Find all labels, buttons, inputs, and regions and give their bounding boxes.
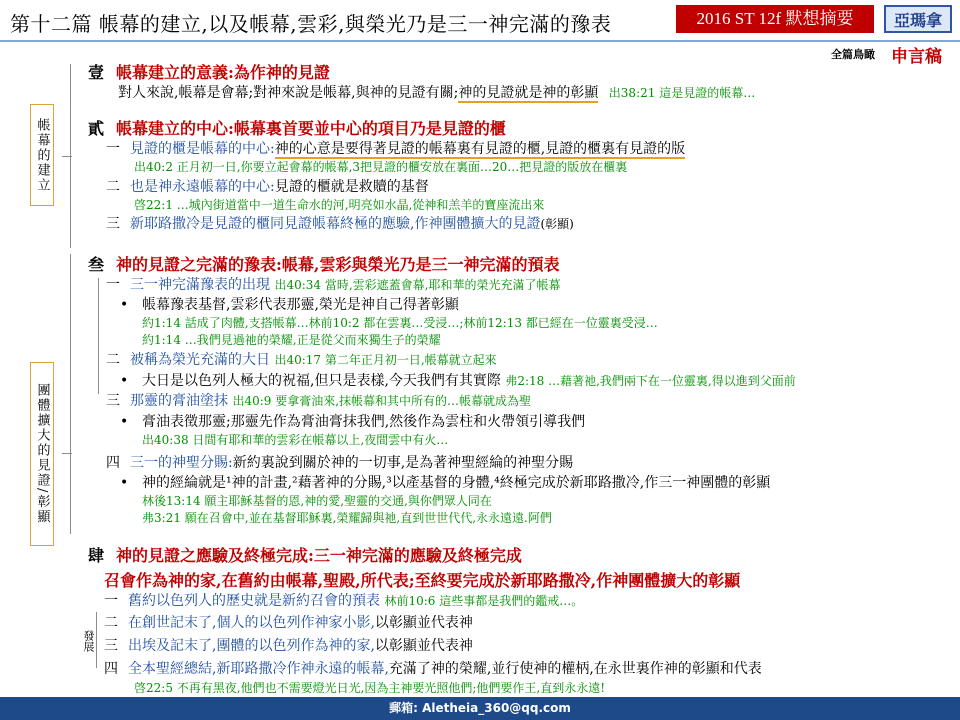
item-heading: 在創世記末了,個人的以色列作神家小影,	[128, 615, 375, 631]
item-text: 以彰顯並代表神	[374, 615, 473, 631]
bullet-text: 膏油表徵那靈;那靈先作為膏油膏抹我們,然後作為雲柱和火帶領引導我們	[142, 414, 586, 430]
bullet-text: 神的經綸就是¹神的計畫,²藉著神的分賜,³以產基督的身體,⁴終極完成於新耶路撒冷,作三一神團體的彰顯	[142, 475, 771, 491]
section-3-item-2-bullet	[120, 370, 796, 390]
section-3-item-3-bullet	[120, 411, 585, 431]
section-4-heading: 神的見證之應驗及終極完成:三一神完滿的應驗及終極完成	[116, 546, 522, 565]
section-3-item-3	[106, 390, 531, 410]
section-2-item-3	[106, 213, 574, 233]
item-heading: 見證的櫃是帳幕的中心:	[130, 141, 275, 157]
bullet-ref: 弗2:18 …藉著祂,我們兩下在一位靈裏,得以進到父面前	[505, 374, 796, 388]
section-3-item-1	[106, 274, 560, 294]
item-number: 一	[106, 277, 120, 293]
bracket-sub-4	[96, 612, 97, 668]
side-label-establishment: 帳幕的建立	[30, 104, 54, 206]
item-number: 二	[106, 352, 120, 368]
section-4-number: 肆	[88, 546, 105, 565]
item-ref: 林前10:6 這些事都是我們的鑑戒…。	[384, 594, 584, 608]
section-1-number: 壹	[88, 63, 105, 82]
item-heading: 被稱為榮光充滿的大日	[130, 352, 270, 368]
item-heading: 也是神永遠帳幕的中心:	[130, 179, 275, 195]
page-title: 第十二篇 帳幕的建立,以及帳幕,雲彩,與榮光乃是三一神完滿的豫表	[10, 12, 612, 36]
bullet-text: 帳幕豫表基督,雲彩代表那靈,榮光是神自己得著彰顯	[142, 297, 459, 313]
section-3-item-4-ref-1: 林後13:14 願主耶穌基督的恩,神的愛,聖靈的交通,與你們眾人同在	[142, 494, 492, 508]
item-text: 見證的櫃就是救贖的基督	[274, 179, 429, 195]
item-text: 神的心意是要得著見證的帳幕裏有見證的櫃,見證的櫃裏有見證的版	[274, 141, 686, 157]
item-heading: 出埃及記末了,團體的以色列作為神的家,	[128, 638, 375, 654]
item-number: 二	[106, 179, 120, 195]
section-3-item-1-bullet	[120, 294, 459, 314]
section-4-item-3	[104, 635, 473, 655]
section-2-item-2-ref: 啓22:1 …城內街道當中一道生命水的河,明亮如水晶,從神和羔羊的寶座流出來	[134, 198, 545, 212]
item-number: 四	[104, 661, 118, 677]
section-4-item-2	[104, 612, 473, 632]
draft-label: 申言稿	[891, 47, 942, 67]
overview-note: 全篇鳥瞰	[831, 48, 875, 61]
item-small: (彰顯)	[540, 217, 574, 231]
section-1-ref: 出38:21 這是見證的帳幕…	[608, 86, 756, 100]
study-badge: 2016 ST 12f 默想摘要	[676, 5, 874, 33]
section-1-line	[118, 82, 755, 102]
section-2-heading: 帳幕建立的中心:帳幕裏首要並中心的項目乃是見證的櫃	[116, 119, 506, 138]
section-3-item-4-bullet	[120, 472, 770, 492]
item-heading: 三一神完滿豫表的出現	[130, 277, 270, 293]
item-text: 新耶路撒冷是見證的櫃同見證帳幕終極的應驗,作神團體擴大的見證	[130, 216, 541, 232]
section-3-item-4-ref-2: 弗3:21 願在召會中,並在基督耶穌裏,榮耀歸與祂,直到世世代代,永永遠遠.阿們	[142, 511, 552, 525]
side-label-corporate-testimony: 團體擴大的見證/彰顯	[30, 362, 54, 546]
bullet-icon: •	[120, 297, 129, 313]
section-3-item-1-ref-1: 約1:14 話成了肉體,支搭帳幕…林前10:2 都在雲裏…受浸…;林前12:13 都已經在一位靈裏受浸…	[142, 316, 658, 330]
header-divider	[0, 40, 960, 42]
item-number: 三	[106, 393, 120, 409]
section-4-item-1	[104, 590, 583, 610]
section-2-item-1-ref: 出40:2 正月初一日,你要立起會幕的帳幕,3把見證的櫃安放在裏面…20…把見證的版放在櫃裏	[134, 160, 628, 174]
item-text: 充滿了神的榮耀,並行使神的權柄,在永世裏作神的彰顯和代表	[388, 661, 762, 677]
item-ref: 出40:9 要拿膏油來,抹帳幕和其中所有的…帳幕就成為聖	[232, 394, 532, 408]
bullet-icon: •	[120, 475, 129, 491]
section-2-item-2	[106, 176, 429, 196]
item-heading: 那靈的膏油塗抹	[130, 393, 228, 409]
side-label-development: 發展	[82, 630, 95, 652]
section-3-heading: 神的見證之完滿的豫表:帳幕,雲彩與榮光乃是三一神完滿的預表	[116, 255, 560, 274]
section-3-item-1-ref-2: 約1:14 …我們見過祂的榮耀,正是從父而來獨生子的榮耀	[142, 333, 441, 347]
item-ref: 出40:34 當時,雲彩遮蓋會幕,耶和華的榮光充滿了帳幕	[274, 278, 561, 292]
bracket-tick	[62, 156, 72, 157]
bullet-icon: •	[120, 414, 129, 430]
bullet-icon: •	[120, 373, 129, 389]
section-2-item-1	[106, 138, 685, 158]
section-4-heading-2: 召會作為神的家,在舊約由帳幕,聖殿,所代表;至終要完成於新耶路撒冷,作神團體擴大的彰顯	[104, 571, 741, 590]
name-box: 亞瑪拿	[884, 5, 952, 33]
bracket-section-3	[70, 254, 71, 534]
item-text: 以彰顯並代表神	[374, 638, 473, 654]
section-3-item-4	[106, 452, 573, 472]
footer-email: 郵箱: Aletheia_360@qq.com	[0, 697, 960, 720]
section-4-item-4	[104, 658, 762, 678]
item-number: 三	[104, 638, 118, 654]
section-4-item-4-ref: 啓22:5 不再有黑夜,他們也不需要燈光日光,因為主神要光照他們;他們要作王,直到永永遠!	[134, 681, 606, 695]
item-text: 新約裏說到關於神的一切事,是為著神聖經綸的神聖分賜	[232, 455, 574, 471]
section-1-text: 對人來說,帳幕是會幕;對神來說是帳幕,與神的見證有關;	[118, 85, 459, 101]
item-number: 四	[106, 455, 120, 471]
item-number: 二	[104, 615, 118, 631]
section-2-number: 貳	[88, 119, 105, 138]
item-number: 一	[106, 141, 120, 157]
item-number: 一	[104, 593, 118, 609]
section-3-item-2	[106, 349, 497, 369]
bracket-tick	[62, 453, 72, 454]
section-3-item-3-ref: 出40:38 日間有耶和華的雲彩在帳幕以上,夜間雲中有火…	[142, 433, 449, 447]
item-heading: 舊約以色列人的歷史就是新約召會的預表	[128, 593, 380, 609]
bullet-text: 大日是以色列人極大的祝福,但只是表樣,今天我們有其實際	[142, 373, 501, 389]
section-1-heading: 帳幕建立的意義:為作神的見證	[116, 63, 330, 82]
item-number: 三	[106, 216, 120, 232]
item-heading: 全本聖經總結,新耶路撒冷作神永遠的帳幕,	[128, 661, 389, 677]
item-ref: 出40:17 第二年正月初一日,帳幕就立起來	[274, 353, 497, 367]
bracket-sub-3	[98, 278, 99, 394]
section-1-underlined: 神的見證就是神的彰顯	[458, 85, 599, 101]
item-heading: 三一的神聖分賜:	[130, 455, 233, 471]
section-3-number: 叁	[88, 255, 105, 274]
